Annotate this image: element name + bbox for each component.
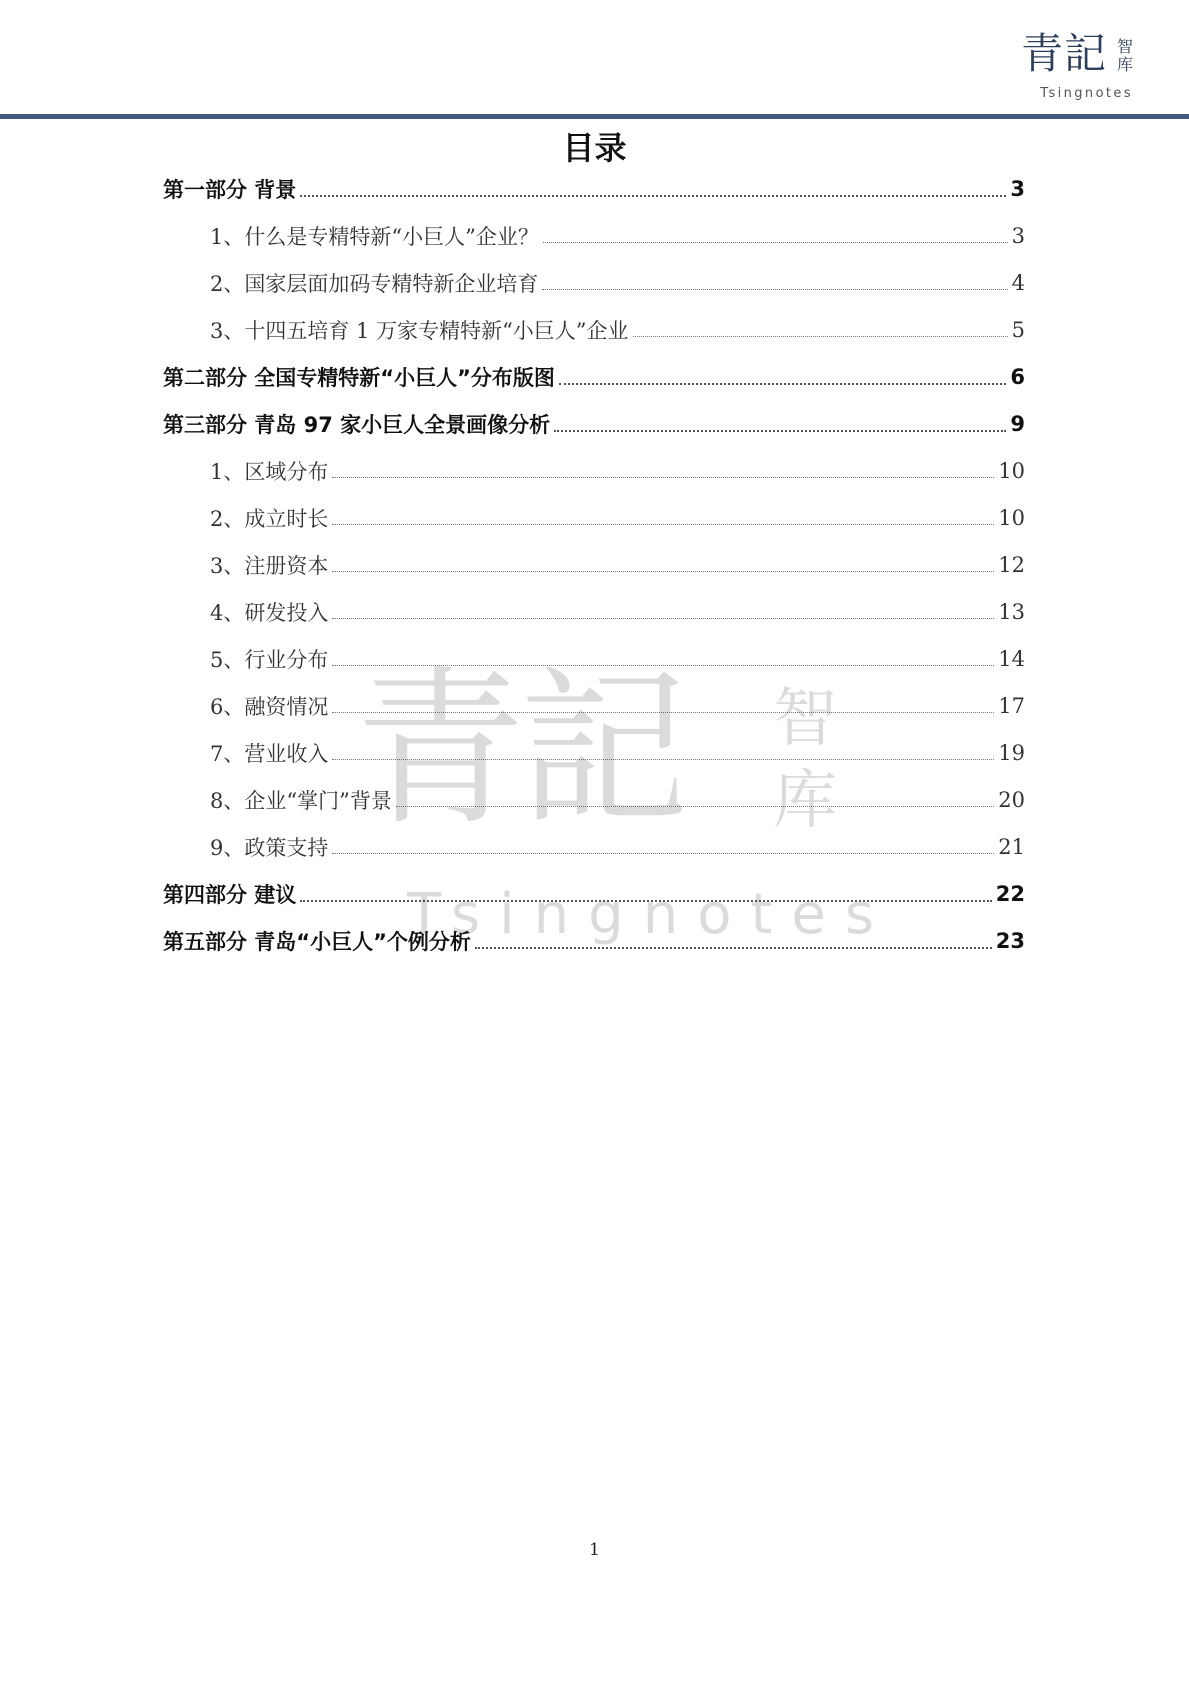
page-number: 1 — [589, 1540, 600, 1560]
toc-entry-label: 3、十四五培育 1 万家专精特新“小巨人”企业 — [210, 318, 629, 343]
toc-subsection-entry[interactable] — [163, 212, 1025, 259]
logo-main-text: 青記 — [1021, 29, 1108, 78]
toc-subsection-entry[interactable] — [163, 447, 1025, 494]
toc-entry-page: 10 — [998, 458, 1025, 483]
toc-entry-label: 4、研发投入 — [210, 600, 329, 625]
toc-entry-label: 第五部分 青岛“小巨人”个例分析 — [163, 929, 471, 954]
toc-entry-page: 5 — [1011, 317, 1025, 342]
toc-entry-label: 第三部分 青岛 97 家小巨人全景画像分析 — [163, 412, 551, 437]
toc-entry-label: 3、注册资本 — [210, 553, 329, 578]
toc-entry-label: 1、区域分布 — [210, 459, 329, 484]
toc-section-entry[interactable] — [163, 917, 1025, 964]
toc-dot-leader — [543, 242, 1008, 243]
toc-dot-leader — [332, 477, 994, 478]
toc-dot-leader — [475, 947, 992, 949]
toc-entry-label: 6、融资情况 — [210, 694, 329, 719]
toc-dot-leader — [332, 853, 994, 854]
toc-subsection-entry[interactable] — [163, 776, 1025, 823]
toc-dot-leader — [332, 712, 994, 713]
toc-entry-label: 2、国家层面加码专精特新企业培育 — [210, 271, 539, 296]
toc-entry-page: 19 — [998, 740, 1025, 765]
brand-logo — [1021, 30, 1137, 106]
toc-dot-leader — [300, 195, 1006, 197]
toc-entry-page: 9 — [1010, 411, 1025, 436]
toc-entry-page: 10 — [998, 505, 1025, 530]
toc-subsection-entry[interactable] — [163, 259, 1025, 306]
toc-entry-page: 17 — [998, 693, 1025, 718]
toc-subsection-entry[interactable] — [163, 588, 1025, 635]
toc-dot-leader — [332, 759, 994, 760]
toc-entry-page: 6 — [1010, 364, 1025, 389]
toc-entry-page: 22 — [995, 881, 1025, 906]
watermark-main-text: 青記 — [355, 651, 684, 849]
toc-entry-label: 1、什么是专精特新“小巨人”企业？ — [210, 224, 539, 249]
toc-entry-label: 2、成立时长 — [210, 506, 329, 531]
toc-entry-label: 第四部分 建议 — [163, 882, 297, 907]
toc-dot-leader — [554, 430, 1006, 432]
toc-section-entry[interactable] — [163, 400, 1025, 447]
table-of-contents — [163, 165, 1025, 964]
toc-subsection-entry[interactable] — [163, 682, 1025, 729]
toc-dot-leader — [300, 900, 991, 902]
toc-entry-page: 21 — [998, 834, 1025, 859]
toc-section-entry[interactable] — [163, 870, 1025, 917]
toc-entry-label: 第一部分 背景 — [163, 177, 297, 202]
toc-entry-page: 12 — [998, 552, 1025, 577]
logo-english-text: Tsingnotes — [1040, 86, 1133, 101]
toc-entry-label: 8、企业“掌门”背景 — [210, 788, 392, 813]
toc-entry-page: 20 — [998, 787, 1025, 812]
toc-dot-leader — [633, 336, 1008, 337]
toc-entry-page: 13 — [998, 599, 1025, 624]
toc-entry-page: 3 — [1010, 176, 1025, 201]
toc-entry-label: 7、营业收入 — [210, 741, 329, 766]
toc-entry-label: 第二部分 全国专精特新“小巨人”分布版图 — [163, 365, 555, 390]
toc-entry-label: 5、行业分布 — [210, 647, 329, 672]
toc-dot-leader — [332, 571, 994, 572]
toc-entry-page: 4 — [1011, 270, 1025, 295]
toc-subsection-entry[interactable] — [163, 306, 1025, 353]
toc-subsection-entry[interactable] — [163, 729, 1025, 776]
toc-subsection-entry[interactable] — [163, 541, 1025, 588]
logo-side-text: 智库 — [1117, 37, 1134, 74]
toc-section-entry[interactable] — [163, 353, 1025, 400]
toc-section-entry[interactable] — [163, 165, 1025, 212]
header-divider — [0, 114, 1189, 119]
toc-subsection-entry[interactable] — [163, 494, 1025, 541]
toc-dot-leader — [542, 289, 1007, 290]
toc-subsection-entry[interactable] — [163, 823, 1025, 870]
toc-entry-page: 3 — [1011, 223, 1025, 248]
toc-dot-leader — [559, 383, 1006, 385]
toc-subsection-entry[interactable] — [163, 635, 1025, 682]
toc-dot-leader — [396, 806, 994, 807]
toc-entry-label: 9、政策支持 — [210, 835, 329, 860]
toc-entry-page: 23 — [995, 928, 1025, 953]
watermark-side-text: 智库 — [773, 682, 837, 838]
toc-dot-leader — [332, 618, 994, 619]
toc-title: 目录 — [562, 129, 627, 167]
toc-dot-leader — [332, 524, 994, 525]
watermark-english-text: Tsingnotes — [407, 882, 894, 947]
toc-entry-page: 14 — [998, 646, 1025, 671]
toc-dot-leader — [332, 665, 994, 666]
